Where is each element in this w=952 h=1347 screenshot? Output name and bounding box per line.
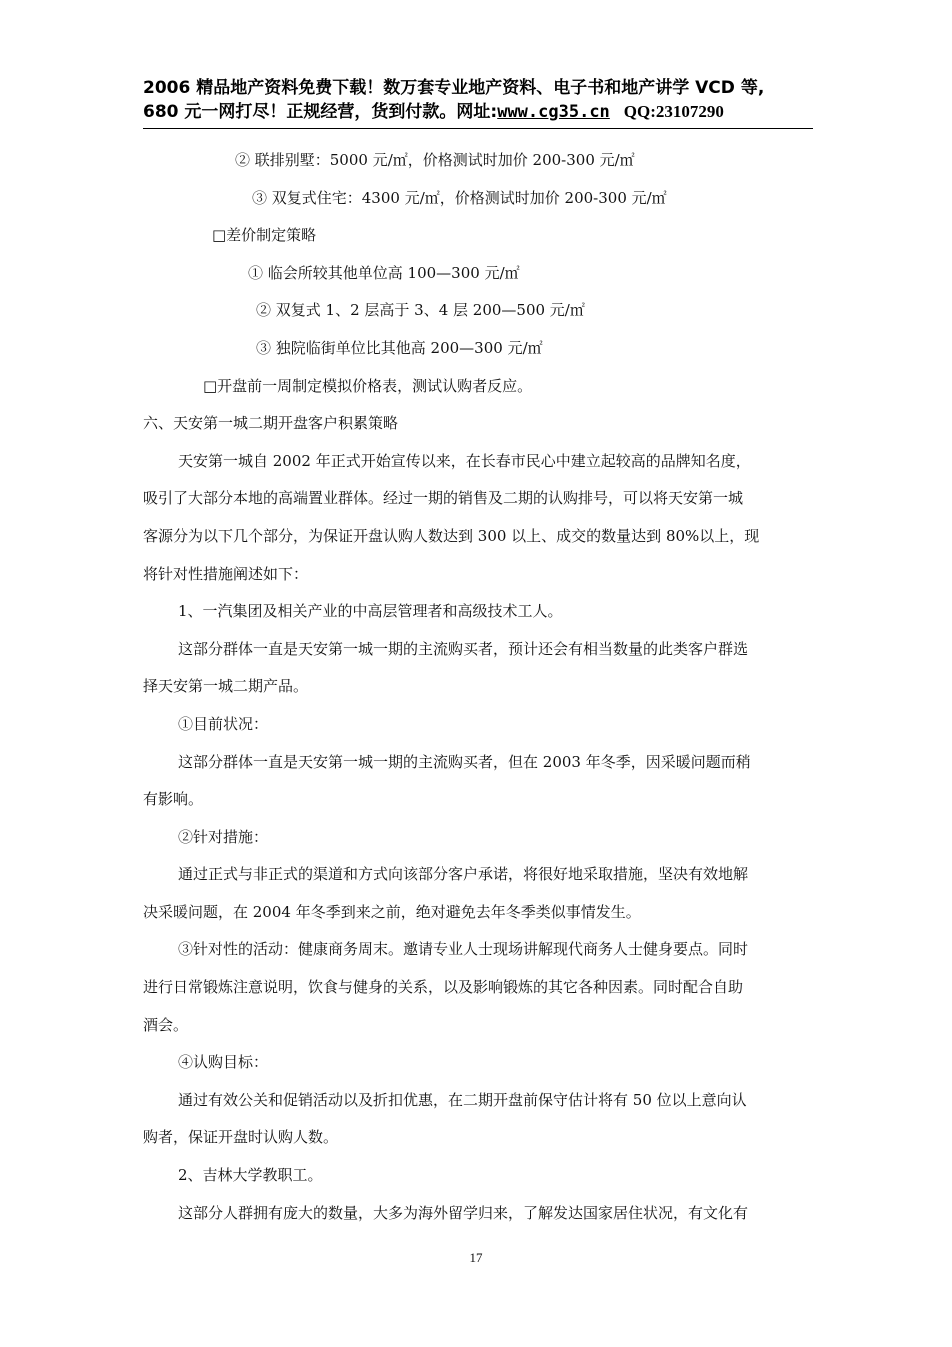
paragraph-line: 这部分群体一直是天安第一城一期的主流购买者，预计还会有相当数量的此类客户群选 bbox=[178, 639, 749, 658]
strategy-item-2: ② 双复式 1、2 层高于 3、4 层 200—500 元/㎡ bbox=[256, 301, 585, 320]
paragraph-line: 酒会。 bbox=[143, 1015, 189, 1034]
paragraph-line: 通过正式与非正式的渠道和方式向该部分客户承诺，将很好地采取措施，坚决有效地解 bbox=[178, 865, 749, 884]
price-item-townhouse: ② 联排别墅：5000 元/㎡，价格测试时加价 200-300 元/㎡ bbox=[235, 151, 635, 169]
paragraph-line: 将针对性措施阐述如下： bbox=[143, 564, 309, 583]
paragraph-line: 这部分群体一直是天安第一城一期的主流购买者，但在 2003 年冬季，因采暖问题而稍 bbox=[178, 752, 751, 771]
paragraph-line: 购者，保证开盘时认购人数。 bbox=[143, 1128, 339, 1147]
header-line-2-text: 680 元一网打尽！正规经营，货到付款。网址: bbox=[143, 102, 498, 122]
strategy-heading: □差价制定策略 bbox=[212, 226, 317, 245]
item-current-status: ①目前状况： bbox=[178, 714, 269, 733]
paragraph-line: 有影响。 bbox=[143, 790, 204, 809]
qq-contact: QQ:23107290 bbox=[623, 102, 724, 121]
pre-opening-note: □开盘前一周制定模拟价格表，测试认购者反应。 bbox=[203, 376, 533, 395]
paragraph-line: 择天安第一城二期产品。 bbox=[143, 677, 309, 696]
item-subscription-target: ④认购目标： bbox=[178, 1053, 269, 1072]
strategy-item-1: ① 临会所较其他单位高 100—300 元/㎡ bbox=[248, 263, 520, 282]
header-rule bbox=[143, 128, 813, 129]
header-line-2 bbox=[143, 100, 813, 124]
header-line-1: 2006 精品地产资料免费下载！数万套专业地产资料、电子书和地产讲学 VCD 等, bbox=[143, 78, 765, 98]
page-header bbox=[143, 76, 813, 124]
paragraph-line: 进行日常锻炼注意说明，饮食与健身的关系，以及影响锻炼的其它各种因素。同时配合自助 bbox=[143, 978, 744, 997]
paragraph-line: 这部分人群拥有庞大的数量，大多为海外留学归来，了解发达国家居住状况，有文化有 bbox=[178, 1203, 749, 1222]
item-measures: ②针对措施： bbox=[178, 827, 269, 846]
paragraph-line: 天安第一城自 2002 年正式开始宣传以来，在长春市民心中建立起较高的品牌知名度， bbox=[178, 451, 751, 470]
section-heading: 六、天安第一城二期开盘客户积累策略 bbox=[143, 414, 399, 433]
page-number: 17 bbox=[469, 1250, 483, 1265]
paragraph-line: 客源分为以下几个部分，为保证开盘认购人数达到 300 以上、成交的数量达到 80%以上，现 bbox=[143, 526, 760, 545]
paragraph-line: 通过有效公关和促销活动以及折扣优惠，在二期开盘前保守估计将有 50 位以上意向认 bbox=[178, 1090, 747, 1109]
website-link[interactable]: www.cg35.cn bbox=[497, 102, 610, 122]
price-item-duplex: ③ 双复式住宅：4300 元/㎡，价格测试时加价 200-300 元/㎡ bbox=[252, 188, 667, 207]
subheading-jilin-university: 2、吉林大学教职工。 bbox=[178, 1166, 323, 1185]
strategy-item-3: ③ 独院临街单位比其他高 200—300 元/㎡ bbox=[256, 338, 543, 357]
paragraph-line: 决采暖问题，在 2004 年冬季到来之前，绝对避免去年冬季类似事情发生。 bbox=[143, 902, 641, 921]
subheading-faw-group: 1、一汽集团及相关产业的中高层管理者和高级技术工人。 bbox=[178, 602, 563, 621]
paragraph-line: 吸引了大部分本地的高端置业群体。经过一期的销售及二期的认购排号，可以将天安第一城 bbox=[143, 489, 744, 508]
document-body bbox=[143, 142, 813, 1232]
item-activities: ③针对性的活动：健康商务周末。邀请专业人士现场讲解现代商务人士健身要点。同时 bbox=[178, 940, 749, 959]
